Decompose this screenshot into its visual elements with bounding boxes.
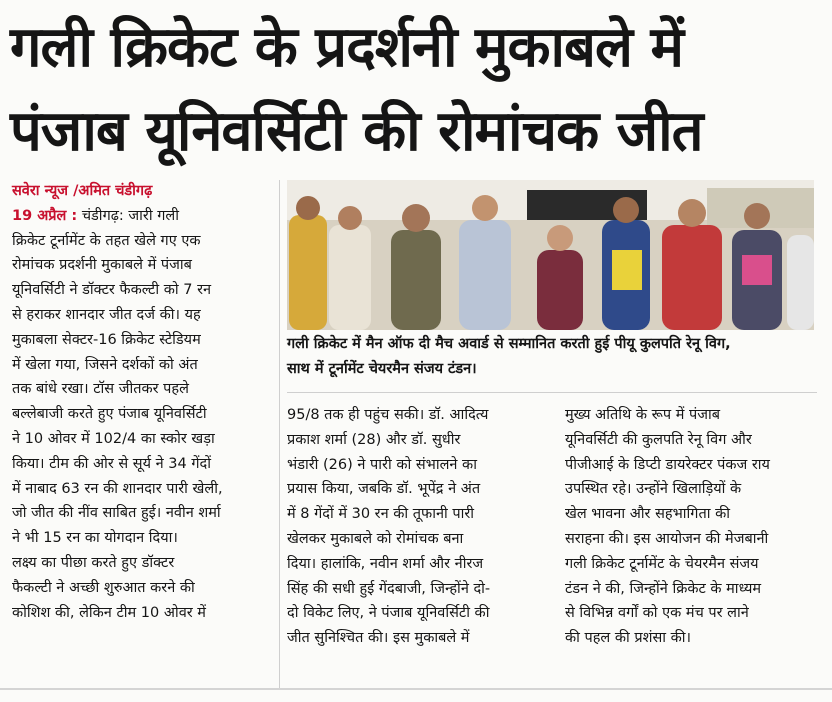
photo-illustration (287, 180, 814, 330)
photo-caption: गली क्रिकेट में मैन ऑफ दी मैच अवार्ड से सम्मानित करती हुई पीयू कुलपति रेनू विग, साथ में टूर्नामेंट चेयरमैन संजय टंडन। (287, 336, 731, 377)
bottom-rule (0, 688, 832, 690)
headline (10, 6, 822, 174)
headline-line-1: गली क्रिकेट के प्रदर्शनी मुकाबले में (10, 15, 683, 80)
byline-source: सवेरा न्यूज /अमित चंडीगढ़ (12, 183, 153, 199)
column-divider (279, 180, 280, 690)
headline-line-2: पंजाब यूनिवर्सिटी की रोमांचक जीत (10, 99, 703, 164)
caption-divider (287, 392, 817, 393)
article-text-col3: मुख्य अतिथि के रूप में पंजाब यूनिवर्सिटी की कुलपति रेनू विग और पीजीआई के डिप्टी डायरेक्टर पंकज राय उपस्थित रहे। उन्होंने खिलाड़ियों के खेल भावना और सहभागिता की सराहना की। इस आयोजन की मेजबानी गली क्रिकेट टूर्नामेंट के चेयरमैन संजय टंडन ने की, जिन्होंने क्रिकेट के माध्यम से विभिन्न वर्गों को एक मंच पर लाने की पहल की प्रशंसा की। (565, 407, 770, 647)
news-photo (287, 180, 814, 330)
article-text-col2: 95/8 तक ही पहुंच सकी। डॉ. आदित्य प्रकाश शर्मा (28) और डॉ. सुधीर भंडारी (26) ने पारी को संभालने का प्रयास किया, जबकि डॉ. भूपेंद्र ने अंत में 8 गेंदों में 30 रन की तूफानी पारी खेलकर मुकाबले को रोमांचक बना दिया। हालांकि, नवीन शर्मा और नीरज सिंह की सधी हुई गेंदबाजी, जिन्होंने दो- दो विकेट लिए, ने पंजाब यूनिवर्सिटी की जीत सुनिश्चित की। इस मुकाबले में (287, 407, 491, 647)
article-text-col1: चंडीगढ़: जारी गली क्रिकेट टूर्नामेंट के तहत खेले गए एक रोमांचक प्रदर्शनी मुकाबले में पंजाब यूनिवर्सिटी ने डॉक्टर फैकल्टी को 7 रन से हराकर शानदार जीत दर्ज की। यह मुकाबला सेक्टर-16 क्रिकेट स्टेडियम में खेला गया, जिसने दर्शकों को अंत तक बांधे रखा। टॉस जीतकर पहले बल्लेबाजी करते हुए पंजाब यूनिवर्सिटी ने 10 ओवर में 102/4 का स्कोर खड़ा किया। टीम की ओर से सूर्य ने 34 गेंदों में नाबाद 63 रन की शानदार पारी खेली, जो जीत की नींव साबित हुई। नवीन शर्मा ने भी 15 रन का योगदान दिया। लक्ष्य का पीछा करते हुए डॉक्टर फैकल्टी ने अच्छी शुरुआत करने की कोशिश की, लेकिन टीम 10 ओवर में (12, 207, 223, 621)
byline-date: 19 अप्रैल : (12, 207, 78, 224)
article-column-1 (12, 179, 274, 625)
